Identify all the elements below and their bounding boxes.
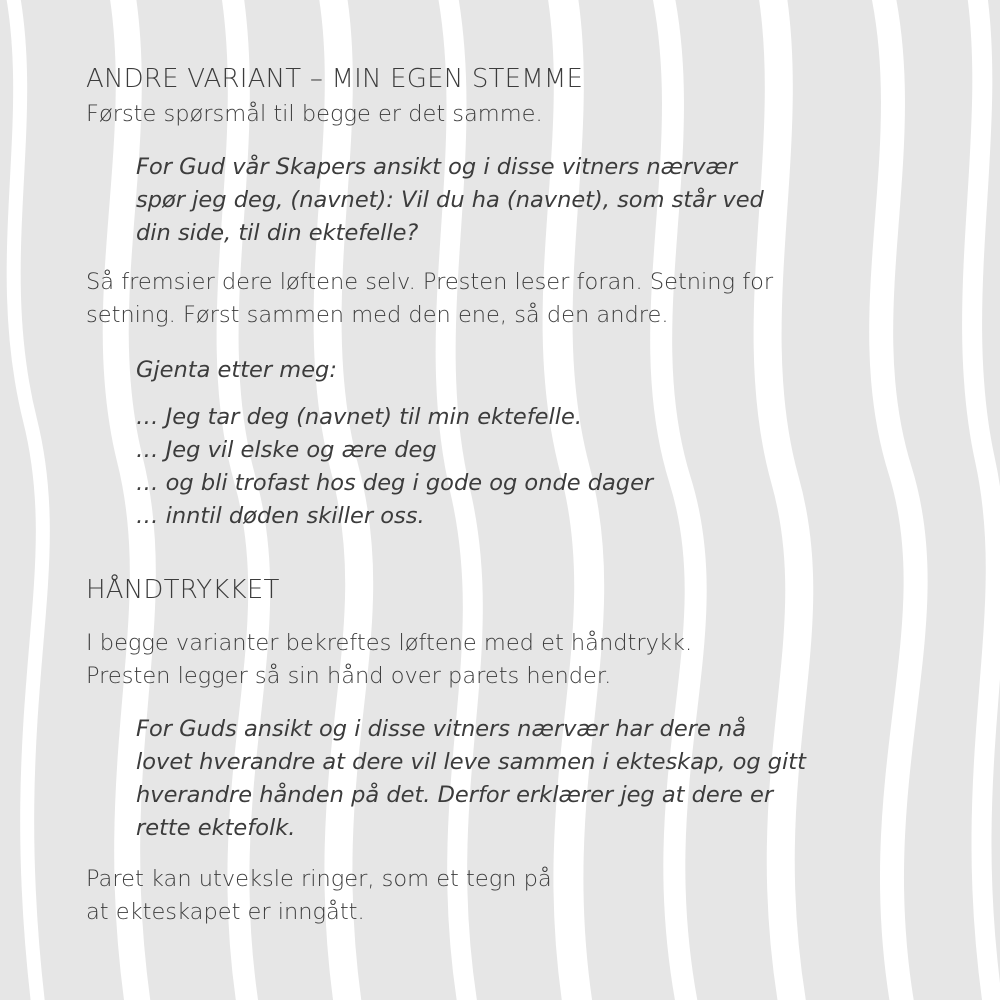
vow-line: … inntil døden skiller oss. xyxy=(136,503,425,529)
body-line: Paret kan utveksle ringer, som et tegn på xyxy=(86,866,552,892)
document-page xyxy=(86,62,966,929)
quote-line: rette ektefolk. xyxy=(136,815,296,841)
body-line: at ekteskapet er inngått. xyxy=(86,899,365,925)
stripe xyxy=(972,0,996,1000)
body-line: I begge varianter bekreftes løftene med et håndtrykk. xyxy=(86,630,693,656)
quote-line: din side, til din ektefelle? xyxy=(136,220,419,246)
section-heading-andre-variant: ANDRE VARIANT – MIN EGEN STEMME xyxy=(86,64,584,94)
quote-line: For Guds ansikt og i disse vitners nærvær har dere nå xyxy=(136,716,747,742)
closing-text xyxy=(86,863,966,929)
stripe xyxy=(10,0,43,1000)
vow-lines xyxy=(86,401,966,533)
vow-line: … Jeg vil elske og ære deg xyxy=(136,437,437,463)
vow-instructions xyxy=(86,266,966,332)
intro-text: Første spørsmål til begge er det samme. xyxy=(86,101,543,127)
repeat-prompt: Gjenta etter meg: xyxy=(136,357,337,383)
vow-line: … Jeg tar deg (navnet) til min ektefelle. xyxy=(136,404,582,430)
body-line: Så fremsier dere løftene selv. Presten leser foran. Setning for xyxy=(86,269,774,295)
quote-line: spør jeg deg, (navnet): Vil du ha (navnet), som står ved xyxy=(136,187,764,213)
quote-line: lovet hverandre at dere vil leve sammen i ekteskap, og gitt xyxy=(136,749,806,775)
declaration-quote xyxy=(86,713,966,845)
question-quote xyxy=(86,151,966,250)
vow-line: … og bli trofast hos deg i gode og onde dager xyxy=(136,470,654,496)
handshake-text xyxy=(86,627,966,693)
quote-line: For Gud vår Skapers ansikt og i disse vitners nærvær xyxy=(136,154,738,180)
body-line: Presten legger så sin hånd over parets hender. xyxy=(86,663,612,689)
body-line: setning. Først sammen med den ene, så den andre. xyxy=(86,302,669,328)
quote-line: hverandre hånden på det. Derfor erklærer jeg at dere er xyxy=(136,782,774,808)
section-heading-handtrykket: HÅNDTRYKKET xyxy=(86,575,280,605)
